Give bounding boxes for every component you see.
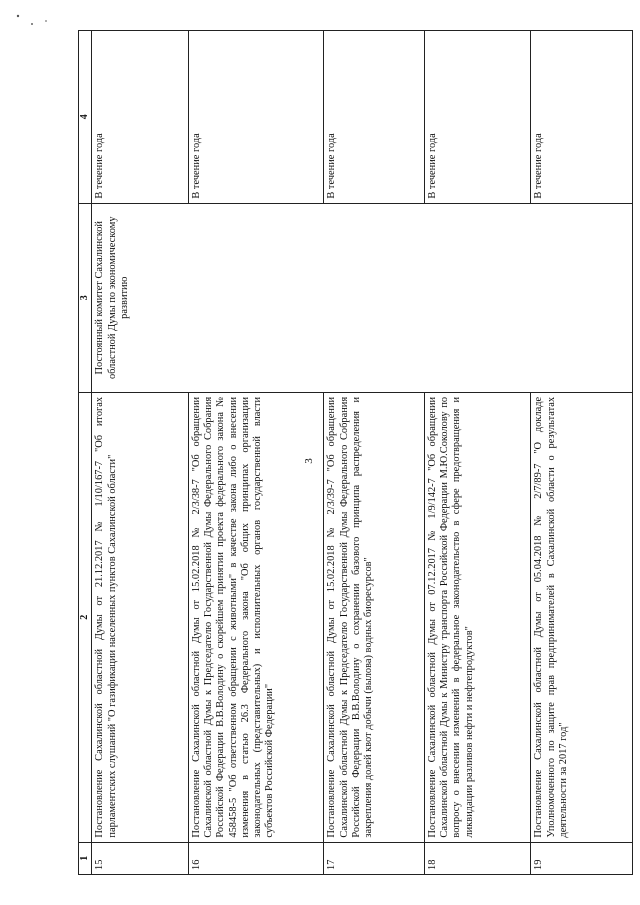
plan-table [78, 30, 633, 875]
row-deadline: В течение года [424, 31, 531, 204]
row-number: 15 [92, 842, 188, 874]
row-document-title: Постановление Сахалинской областной Думы от 15.02.2018 № 2/3/38-7 "Об обращении Сахалинской областной Думы к Председателю Государственной Думы Федерального Собрания Российской Федерации В.В.Володину о скорейшем принятии проекта федерального закона № 458458-5 "Об ответственном обращении с животными" в качестве закона либо о внесении изменения в статью 26.3 Федерального закона "Об общих принципах организации законодательных (представительных) и исполнительных органов государственной власти субъектов Российской Федерации" [188, 392, 324, 842]
row-document-title: Постановление Сахалинской областной Думы от 15.02.2018 № 2/3/39-7 "Об обращении Сахалинской областной Думы к Председателю Государственной Думы Федерального Собрания Российской Федерации В.В.Володину о сохранении базового принципа распределения и закрепления долей квот добычи (вылова) водных биоресурсов" [324, 392, 424, 842]
row-number: 18 [424, 842, 531, 874]
row-deadline: В течение года [531, 31, 633, 204]
row-deadline: В течение года [188, 31, 324, 204]
table-row [424, 31, 531, 875]
responsible-committee-text: Постоянный комитет Сахалинской областной Думы по экономическому развитию [94, 216, 130, 380]
table-row [531, 31, 633, 875]
rotated-table-wrapper [78, 30, 633, 875]
row-number: 16 [188, 842, 324, 874]
row-document-title: Постановление Сахалинской областной Думы от 05.04.2018 № 2/7/89-7 "О докладе Уполномоченного по защите прав предпринимателей в Сахалинской области о результатах деятельности за 2017 год" [531, 392, 633, 842]
header-col-2: 2 [79, 392, 92, 842]
table-header-row [79, 31, 92, 875]
row-deadline: В течение года [92, 31, 188, 204]
table-row [188, 31, 324, 875]
header-col-1: 1 [79, 842, 92, 874]
row-number: 17 [324, 842, 424, 874]
responsible-committee [92, 203, 633, 392]
row-number: 19 [531, 842, 633, 874]
scan-speckles [0, 0, 80, 40]
table-row [92, 31, 188, 875]
row-document-title: Постановление Сахалинской областной Думы от 21.12.2017 № 1/10/167-7 "Об итогах парламентских слушаний "О газификации населенных пунктов Сахалинской области" [92, 392, 188, 842]
row-document-title: Постановление Сахалинской областной Думы от 07.12.2017 № 1/9/142-7 "Об обращении Сахалинской областной Думы к Министру транспорта Российской Федерации М.Ю.Соколову по вопросу о внесении изменений в федеральное законодательство в сфере предотвращения и ликвидации разливов нефти и нефтепродуктов" [424, 392, 531, 842]
header-col-4: 4 [79, 31, 92, 204]
header-col-3: 3 [79, 203, 92, 392]
document-sheet [78, 30, 633, 875]
table-row [324, 31, 424, 875]
row-deadline: В течение года [324, 31, 424, 204]
page-number: 3 [302, 458, 315, 464]
